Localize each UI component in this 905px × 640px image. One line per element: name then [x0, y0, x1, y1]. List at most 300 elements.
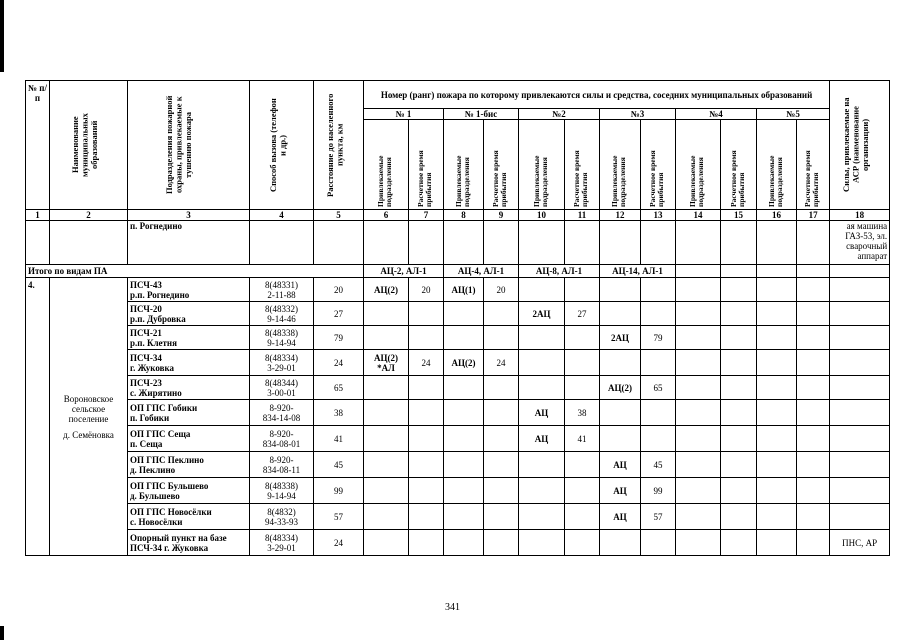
row-phone	[250, 400, 314, 426]
row-rank4-time	[721, 400, 757, 426]
header-sub-units-text: Привлекаемые подразделения	[688, 155, 705, 207]
row-rank1-units	[364, 530, 409, 556]
row-phone-code: 8(48334)	[265, 352, 298, 363]
row-phone	[250, 326, 314, 350]
row-rank5-units	[757, 478, 797, 504]
header-rank-3: №3	[600, 109, 676, 120]
col-number: 17	[797, 210, 830, 221]
row-phone-number: 3-29-01	[267, 362, 296, 373]
totals-label: Итого по видам ПА	[26, 265, 364, 278]
row-rank5-time	[797, 350, 830, 376]
row-unit	[128, 326, 250, 350]
row-rank2-units	[519, 478, 565, 504]
header-col-distance-text: Расстояние до населенного пункта, км	[324, 93, 344, 197]
row-distance: 41	[314, 426, 364, 452]
row-rank3-units	[600, 400, 641, 426]
row-rank4-time	[721, 452, 757, 478]
section-number: 4.	[26, 278, 50, 556]
carry-unit: п. Рогнедино	[128, 221, 250, 265]
row-rank3-time	[641, 400, 676, 426]
row-rank1bis-units	[444, 302, 484, 326]
row-unit	[128, 478, 250, 504]
row-rank2-time	[565, 504, 600, 530]
header-sub-time-text: Расчетное время прибытия	[491, 149, 508, 207]
col-number: 2	[50, 210, 128, 221]
row-rank4-time	[721, 530, 757, 556]
header-col-municipality-text: Наименование муниципальных образований	[69, 113, 99, 177]
col-number: 7	[409, 210, 444, 221]
header-sub-time	[721, 120, 757, 210]
carry-asr: ая машина ГАЗ-53, эл. сварочный аппарат	[830, 221, 890, 265]
col-number: 1	[26, 210, 50, 221]
row-rank4-time	[721, 376, 757, 400]
carry-cell	[50, 221, 128, 265]
col-number: 3	[128, 210, 250, 221]
row-rank5-units	[757, 278, 797, 302]
row-unit-name: ОП ГПС Бульшево	[130, 480, 209, 491]
row-rank5-time	[797, 326, 830, 350]
table-row	[26, 400, 890, 426]
header-rank-5: №5	[757, 109, 830, 120]
carry-cell	[641, 221, 676, 265]
row-rank1-units	[364, 400, 409, 426]
row-rank5-time	[797, 400, 830, 426]
row-phone	[250, 376, 314, 400]
carry-cell	[364, 221, 409, 265]
row-asr	[830, 376, 890, 400]
row-rank4-units	[676, 350, 721, 376]
row-phone-code: 8(48331)	[265, 279, 298, 290]
row-asr: ПНС, АР	[830, 530, 890, 556]
row-rank5-units	[757, 426, 797, 452]
row-rank1bis-time	[484, 326, 519, 350]
row-rank1-time	[409, 426, 444, 452]
scan-edge-mark-bottom	[0, 626, 4, 640]
row-rank2-units	[519, 376, 565, 400]
row-rank5-time	[797, 478, 830, 504]
row-rank5-units	[757, 350, 797, 376]
row-unit-name: ОП ГПС Новосёлки	[130, 506, 212, 517]
row-phone-code: 8-920-	[269, 402, 294, 413]
row-phone	[250, 478, 314, 504]
table-row	[26, 350, 890, 376]
carry-cell	[26, 221, 50, 265]
row-rank1bis-time	[484, 478, 519, 504]
row-rank1-units: АЦ(2) *АЛ	[364, 350, 409, 376]
row-unit-name: Опорный пункт на базе	[130, 532, 227, 543]
row-unit	[128, 504, 250, 530]
row-rank1-time	[409, 400, 444, 426]
row-rank1bis-units: АЦ(1)	[444, 278, 484, 302]
row-unit	[128, 452, 250, 478]
row-rank1bis-time	[484, 376, 519, 400]
row-rank4-units	[676, 302, 721, 326]
header-sub-units	[757, 120, 797, 210]
row-rank1-units	[364, 452, 409, 478]
totals-rank-1bis: АЦ-4, АЛ-1	[444, 265, 519, 278]
header-sub-units	[444, 120, 484, 210]
totals-rank-1: АЦ-2, АЛ-1	[364, 265, 444, 278]
row-distance: 20	[314, 278, 364, 302]
scan-edge-mark-top	[0, 0, 4, 72]
header-sub-time	[484, 120, 519, 210]
row-phone-number: 94-33-93	[265, 516, 298, 527]
row-unit	[128, 302, 250, 326]
row-rank5-units	[757, 452, 797, 478]
carry-cell	[519, 221, 565, 265]
header-col-asr	[830, 81, 890, 210]
row-rank1bis-units: АЦ(2)	[444, 350, 484, 376]
row-phone-number: 3-00-01	[267, 387, 296, 398]
data-rows	[26, 278, 890, 556]
row-asr	[830, 326, 890, 350]
header-rank-1: № 1	[364, 109, 444, 120]
table-row	[26, 278, 890, 302]
row-rank2-time	[565, 350, 600, 376]
row-rank1bis-time	[484, 530, 519, 556]
col-number: 6	[364, 210, 409, 221]
row-phone-code: 8-920-	[269, 428, 294, 439]
header-rank-group	[364, 81, 830, 109]
row-rank4-units	[676, 426, 721, 452]
row-rank5-time	[797, 278, 830, 302]
row-rank2-units	[519, 278, 565, 302]
col-number: 10	[519, 210, 565, 221]
row-rank2-time	[565, 478, 600, 504]
header-col-municipality	[50, 81, 128, 210]
header-sub-units-text: Привлекаемые подразделения	[610, 155, 627, 207]
row-rank1bis-time	[484, 426, 519, 452]
header-col-number	[26, 81, 50, 210]
row-unit-location: д. Пеклино	[130, 464, 176, 475]
row-rank4-units	[676, 452, 721, 478]
carry-cell	[600, 221, 641, 265]
table-row	[26, 478, 890, 504]
row-unit	[128, 350, 250, 376]
header-sub-time	[797, 120, 830, 210]
row-rank5-units	[757, 376, 797, 400]
header-col-asr-text: Силы, привлекаемые на АСР (наименование организации)	[840, 97, 870, 193]
row-rank1-time	[409, 376, 444, 400]
row-rank1bis-units	[444, 530, 484, 556]
col-number: 12	[600, 210, 641, 221]
row-rank1-time	[409, 530, 444, 556]
totals-cell	[676, 265, 721, 278]
header-sub-units-text: Привлекаемые подразделения	[453, 155, 471, 207]
row-phone-code: 8(48338)	[265, 327, 298, 338]
row-rank4-time	[721, 350, 757, 376]
header-sub-time-text: Расчетное время прибытия	[416, 149, 433, 207]
row-rank4-time	[721, 326, 757, 350]
row-phone	[250, 350, 314, 376]
header-sub-units	[364, 120, 409, 210]
row-rank3-units	[600, 278, 641, 302]
row-asr	[830, 504, 890, 530]
row-rank2-units: АЦ	[519, 426, 565, 452]
row-rank2-units: АЦ	[519, 400, 565, 426]
row-rank4-time	[721, 278, 757, 302]
carry-cell	[565, 221, 600, 265]
row-unit	[128, 400, 250, 426]
row-unit-location: р.п. Рогнедино	[130, 289, 190, 300]
row-distance: 38	[314, 400, 364, 426]
header-sub-time-text: Расчетное время прибытия	[803, 149, 821, 207]
row-rank1bis-units	[444, 452, 484, 478]
row-phone-number: 834-08-11	[262, 464, 301, 475]
row-distance: 65	[314, 376, 364, 400]
row-rank2-time	[565, 278, 600, 302]
row-rank1bis-units	[444, 376, 484, 400]
header-rank-1bis: № 1-бис	[444, 109, 519, 120]
row-phone-number: 834-08-01	[262, 438, 301, 449]
row-phone-number: 2-11-88	[267, 289, 296, 300]
row-unit-location: р.п. Клетня	[130, 337, 177, 348]
carry-cell	[250, 221, 314, 265]
carry-cell	[314, 221, 364, 265]
row-rank5-units	[757, 400, 797, 426]
header-col-units	[128, 81, 250, 210]
header-sub-units-text: Привлекаемые подразделения	[766, 155, 784, 207]
row-rank1-units	[364, 326, 409, 350]
row-phone-code: 8(48344)	[265, 377, 298, 388]
row-rank2-units	[519, 326, 565, 350]
row-unit-name: ПСЧ-34	[130, 352, 162, 363]
col-number: 5	[314, 210, 364, 221]
header-sub-units-text: Привлекаемые подразделения	[531, 155, 549, 207]
row-phone	[250, 302, 314, 326]
carry-cell	[484, 221, 519, 265]
row-rank2-units	[519, 350, 565, 376]
totals-rank-3: АЦ-14, АЛ-1	[600, 265, 676, 278]
header-sub-units	[600, 120, 641, 210]
header-sub-time-text: Расчетное время прибытия	[572, 149, 589, 207]
row-unit	[128, 278, 250, 302]
col-number: 18	[830, 210, 890, 221]
totals-cell	[721, 265, 757, 278]
row-rank1-time	[409, 504, 444, 530]
header-col-distance	[314, 81, 364, 210]
row-rank3-time: 99	[641, 478, 676, 504]
row-phone-number: 3-29-01	[267, 542, 296, 553]
row-asr	[830, 350, 890, 376]
row-rank1-units	[364, 302, 409, 326]
section-municipality	[50, 278, 128, 556]
row-rank4-time	[721, 302, 757, 326]
row-unit-name: ПСЧ-20	[130, 303, 162, 314]
row-phone-code: 8(48332)	[265, 303, 298, 314]
col-number: 15	[721, 210, 757, 221]
row-rank1-time	[409, 302, 444, 326]
col-number: 16	[757, 210, 797, 221]
row-rank4-time	[721, 504, 757, 530]
row-rank1-units	[364, 504, 409, 530]
table-row	[26, 302, 890, 326]
row-rank2-time: 38	[565, 400, 600, 426]
fire-response-table	[25, 80, 890, 556]
table-row	[26, 452, 890, 478]
row-unit-location: г. Жуковка	[130, 362, 175, 373]
carry-cell	[409, 221, 444, 265]
row-rank3-time	[641, 426, 676, 452]
row-rank1-time	[409, 326, 444, 350]
row-phone-number: 834-14-08	[262, 412, 301, 423]
row-rank3-units: АЦ	[600, 504, 641, 530]
row-rank5-time	[797, 426, 830, 452]
row-rank4-time	[721, 426, 757, 452]
header-sub-time	[641, 120, 676, 210]
row-phone-code: 8(48334)	[265, 532, 298, 543]
row-rank5-units	[757, 326, 797, 350]
row-rank3-units	[600, 426, 641, 452]
col-number: 13	[641, 210, 676, 221]
row-rank3-units: 2АЦ	[600, 326, 641, 350]
totals-cell	[757, 265, 797, 278]
row-rank3-units: АЦ(2)	[600, 376, 641, 400]
table-row	[26, 376, 890, 400]
row-rank4-units	[676, 504, 721, 530]
row-unit-name: ПСЧ-23	[130, 377, 162, 388]
col-number: 4	[250, 210, 314, 221]
row-rank2-time: 41	[565, 426, 600, 452]
row-unit-name: ОП ГПС Пеклино	[130, 454, 204, 465]
row-rank3-time	[641, 350, 676, 376]
row-rank3-units	[600, 302, 641, 326]
carry-cell	[721, 221, 757, 265]
row-unit-name: ПСЧ-21	[130, 327, 162, 338]
row-rank1-units: АЦ(2)	[364, 278, 409, 302]
row-unit-name: ОП ГПС Гобики	[130, 402, 198, 413]
row-phone	[250, 452, 314, 478]
row-unit-name: ОП ГПС Сеща	[130, 428, 191, 439]
header-sub-time-text: Расчетное время прибытия	[648, 149, 665, 207]
row-rank1-time	[409, 478, 444, 504]
header-sub-units	[519, 120, 565, 210]
header-sub-time-text: Расчетное время прибытия	[728, 149, 746, 207]
row-rank3-units: АЦ	[600, 478, 641, 504]
row-rank3-units: АЦ	[600, 452, 641, 478]
row-asr	[830, 452, 890, 478]
row-rank3-units	[600, 350, 641, 376]
row-rank3-time	[641, 278, 676, 302]
row-rank5-time	[797, 302, 830, 326]
row-phone	[250, 504, 314, 530]
row-rank2-units	[519, 530, 565, 556]
row-rank2-time	[565, 530, 600, 556]
row-rank5-time	[797, 452, 830, 478]
row-unit	[128, 376, 250, 400]
row-asr	[830, 426, 890, 452]
row-rank1-units	[364, 426, 409, 452]
row-rank5-time	[797, 530, 830, 556]
col-number: 9	[484, 210, 519, 221]
row-rank2-time	[565, 452, 600, 478]
row-distance: 99	[314, 478, 364, 504]
row-phone	[250, 278, 314, 302]
carry-cell	[757, 221, 797, 265]
row-rank1-time: 20	[409, 278, 444, 302]
row-rank2-units: 2АЦ	[519, 302, 565, 326]
row-unit-location: п. Сеща	[130, 438, 163, 449]
row-rank3-units	[600, 530, 641, 556]
row-rank4-units	[676, 530, 721, 556]
row-phone	[250, 426, 314, 452]
row-rank3-time: 57	[641, 504, 676, 530]
row-distance: 24	[314, 530, 364, 556]
row-rank3-time	[641, 302, 676, 326]
row-phone-code: 8-920-	[269, 454, 294, 465]
row-rank1bis-units	[444, 426, 484, 452]
section-municipality-center: д. Семёновка	[63, 429, 114, 440]
row-asr	[830, 278, 890, 302]
header-rank-4: №4	[676, 109, 757, 120]
row-unit	[128, 426, 250, 452]
row-rank3-time: 65	[641, 376, 676, 400]
row-rank2-units	[519, 452, 565, 478]
row-rank5-time	[797, 504, 830, 530]
row-rank2-time	[565, 326, 600, 350]
row-rank1bis-units	[444, 326, 484, 350]
row-rank1bis-time	[484, 452, 519, 478]
header-col-units-text: Подразделения пожарной охраны, привлекаемые к тушению пожара	[163, 95, 193, 195]
row-rank1bis-time	[484, 302, 519, 326]
row-unit-location: д. Бульшево	[130, 490, 180, 501]
section-municipality-name: Вороновское сельское поселение	[63, 393, 114, 424]
table-row	[26, 326, 890, 350]
row-rank5-units	[757, 302, 797, 326]
table-row	[26, 530, 890, 556]
header-sub-units-text: Привлекаемые подразделения	[376, 155, 393, 207]
row-rank1bis-time: 24	[484, 350, 519, 376]
row-phone	[250, 530, 314, 556]
row-unit-location: с. Жирятино	[130, 387, 182, 398]
carry-cell	[444, 221, 484, 265]
row-rank2-time	[565, 376, 600, 400]
row-rank1-time	[409, 452, 444, 478]
row-phone-number: 9-14-46	[267, 313, 296, 324]
header-col-call-method-text: Способ вызова (телефон и др.)	[267, 98, 287, 192]
row-rank1-units	[364, 376, 409, 400]
row-phone-code: 8(48338)	[265, 480, 298, 491]
row-rank5-units	[757, 530, 797, 556]
row-unit-location: р.п. Дубровка	[130, 313, 186, 324]
row-unit-location: с. Новосёлки	[130, 516, 183, 527]
row-asr	[830, 302, 890, 326]
row-rank4-time	[721, 478, 757, 504]
row-rank3-time	[641, 530, 676, 556]
carry-cell	[676, 221, 721, 265]
row-rank4-units	[676, 278, 721, 302]
row-phone-number: 9-14-94	[267, 490, 296, 501]
row-asr	[830, 478, 890, 504]
col-number: 11	[565, 210, 600, 221]
col-number: 8	[444, 210, 484, 221]
row-phone-code: 8(4832)	[267, 506, 296, 517]
row-rank5-time	[797, 376, 830, 400]
row-rank5-units	[757, 504, 797, 530]
row-rank3-time: 79	[641, 326, 676, 350]
row-unit-name: ПСЧ-43	[130, 279, 162, 290]
header-rank-2: №2	[519, 109, 600, 120]
row-unit-location: п. Гобики	[130, 412, 170, 423]
header-sub-time	[409, 120, 444, 210]
row-rank1-units	[364, 478, 409, 504]
row-rank1-time: 24	[409, 350, 444, 376]
row-rank1bis-units	[444, 400, 484, 426]
row-rank1bis-units	[444, 478, 484, 504]
header-col-number-text: № п/п	[28, 83, 47, 103]
row-rank2-time: 27	[565, 302, 600, 326]
totals-cell	[830, 265, 890, 278]
